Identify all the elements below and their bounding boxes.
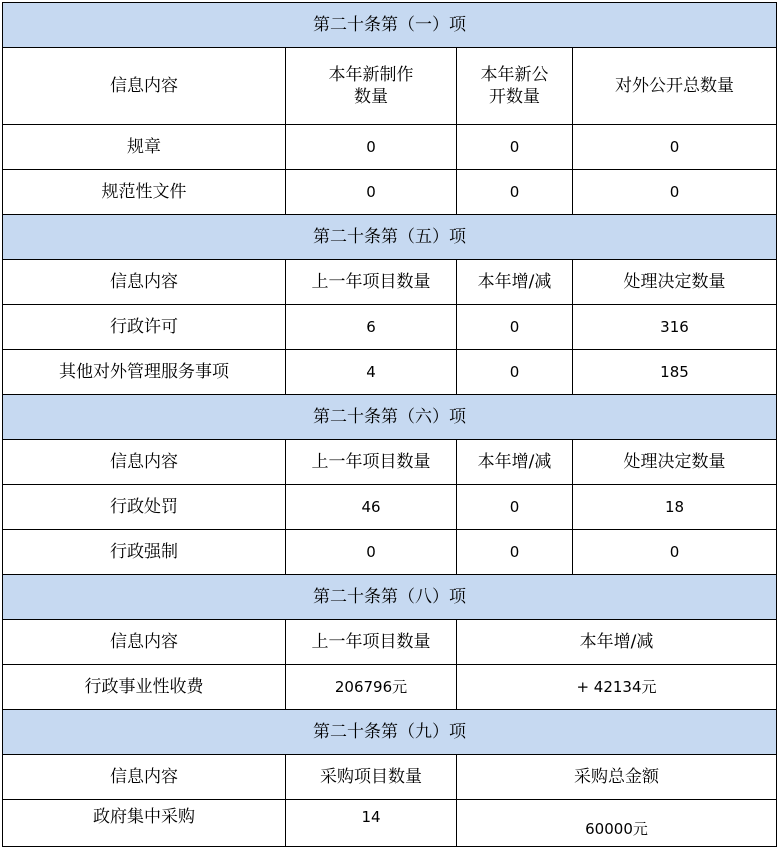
value-cell: 0 bbox=[457, 530, 573, 575]
value-cell: 0 bbox=[286, 125, 457, 170]
header-cell: 采购总金额 bbox=[457, 755, 777, 800]
row-label: 行政许可 bbox=[3, 305, 286, 350]
row-label: 行政处罚 bbox=[3, 485, 286, 530]
table-row bbox=[3, 305, 777, 350]
header-cell: 采购项目数量 bbox=[286, 755, 457, 800]
row-label-text: 政府集中采购 bbox=[93, 807, 195, 827]
row-label: 其他对外管理服务事项 bbox=[3, 350, 286, 395]
header-cell: 信息内容 bbox=[3, 260, 286, 305]
row-label: 规章 bbox=[3, 125, 286, 170]
header-cell: 信息内容 bbox=[3, 48, 286, 125]
row-label: 行政强制 bbox=[3, 530, 286, 575]
value-cell: 0 bbox=[286, 530, 457, 575]
value-cell: 0 bbox=[457, 485, 573, 530]
header-cell: 上一年项目数量 bbox=[286, 260, 457, 305]
header-cell: 对外公开总数量 bbox=[573, 48, 777, 125]
section-header-5 bbox=[3, 215, 777, 260]
table-row bbox=[3, 530, 777, 575]
header-cell bbox=[286, 48, 457, 125]
header-text: 本年新公开数量 bbox=[480, 65, 549, 107]
section-title: 第二十条第（一）项 bbox=[3, 3, 777, 48]
column-header-row bbox=[3, 48, 777, 125]
header-cell: 信息内容 bbox=[3, 440, 286, 485]
header-cell: 上一年项目数量 bbox=[286, 620, 457, 665]
header-cell: 信息内容 bbox=[3, 620, 286, 665]
table-row bbox=[3, 170, 777, 215]
header-cell: 本年增/减 bbox=[457, 440, 573, 485]
column-header-row bbox=[3, 620, 777, 665]
value-cell: 316 bbox=[573, 305, 777, 350]
section-title: 第二十条第（九）项 bbox=[3, 710, 777, 755]
value-cell: 0 bbox=[457, 170, 573, 215]
table-row bbox=[3, 800, 777, 847]
table-row bbox=[3, 485, 777, 530]
value-cell: 0 bbox=[457, 305, 573, 350]
section-header-9 bbox=[3, 710, 777, 755]
value-cell: 6 bbox=[286, 305, 457, 350]
header-cell: 处理决定数量 bbox=[573, 440, 777, 485]
value-text: 14 bbox=[361, 808, 381, 826]
header-cell: 信息内容 bbox=[3, 755, 286, 800]
row-label bbox=[3, 800, 286, 847]
column-header-row bbox=[3, 440, 777, 485]
section-title: 第二十条第（六）项 bbox=[3, 395, 777, 440]
value-cell: 46 bbox=[286, 485, 457, 530]
header-cell: 本年增/减 bbox=[457, 260, 573, 305]
value-cell bbox=[457, 800, 777, 847]
disclosure-statistics-table bbox=[2, 2, 777, 847]
section-header-1 bbox=[3, 3, 777, 48]
value-cell bbox=[286, 800, 457, 847]
value-cell: 206796元 bbox=[286, 665, 457, 710]
value-cell: 4 bbox=[286, 350, 457, 395]
value-cell: 0 bbox=[457, 125, 573, 170]
header-cell bbox=[457, 48, 573, 125]
table-row bbox=[3, 125, 777, 170]
section-header-6 bbox=[3, 395, 777, 440]
header-cell: 本年增/减 bbox=[457, 620, 777, 665]
value-cell: 0 bbox=[286, 170, 457, 215]
row-label: 规范性文件 bbox=[3, 170, 286, 215]
section-title: 第二十条第（八）项 bbox=[3, 575, 777, 620]
table-row bbox=[3, 350, 777, 395]
section-header-8 bbox=[3, 575, 777, 620]
header-text: 本年新制作数量 bbox=[328, 65, 414, 107]
value-text: 60000元 bbox=[585, 820, 648, 838]
column-header-row bbox=[3, 260, 777, 305]
value-cell: 0 bbox=[573, 125, 777, 170]
header-cell: 处理决定数量 bbox=[573, 260, 777, 305]
section-title: 第二十条第（五）项 bbox=[3, 215, 777, 260]
column-header-row bbox=[3, 755, 777, 800]
value-cell: 185 bbox=[573, 350, 777, 395]
row-label: 行政事业性收费 bbox=[3, 665, 286, 710]
value-cell: 0 bbox=[457, 350, 573, 395]
value-cell: 0 bbox=[573, 530, 777, 575]
table-row bbox=[3, 665, 777, 710]
value-cell: 18 bbox=[573, 485, 777, 530]
header-cell: 上一年项目数量 bbox=[286, 440, 457, 485]
value-cell: 0 bbox=[573, 170, 777, 215]
value-cell: + 42134元 bbox=[457, 665, 777, 710]
